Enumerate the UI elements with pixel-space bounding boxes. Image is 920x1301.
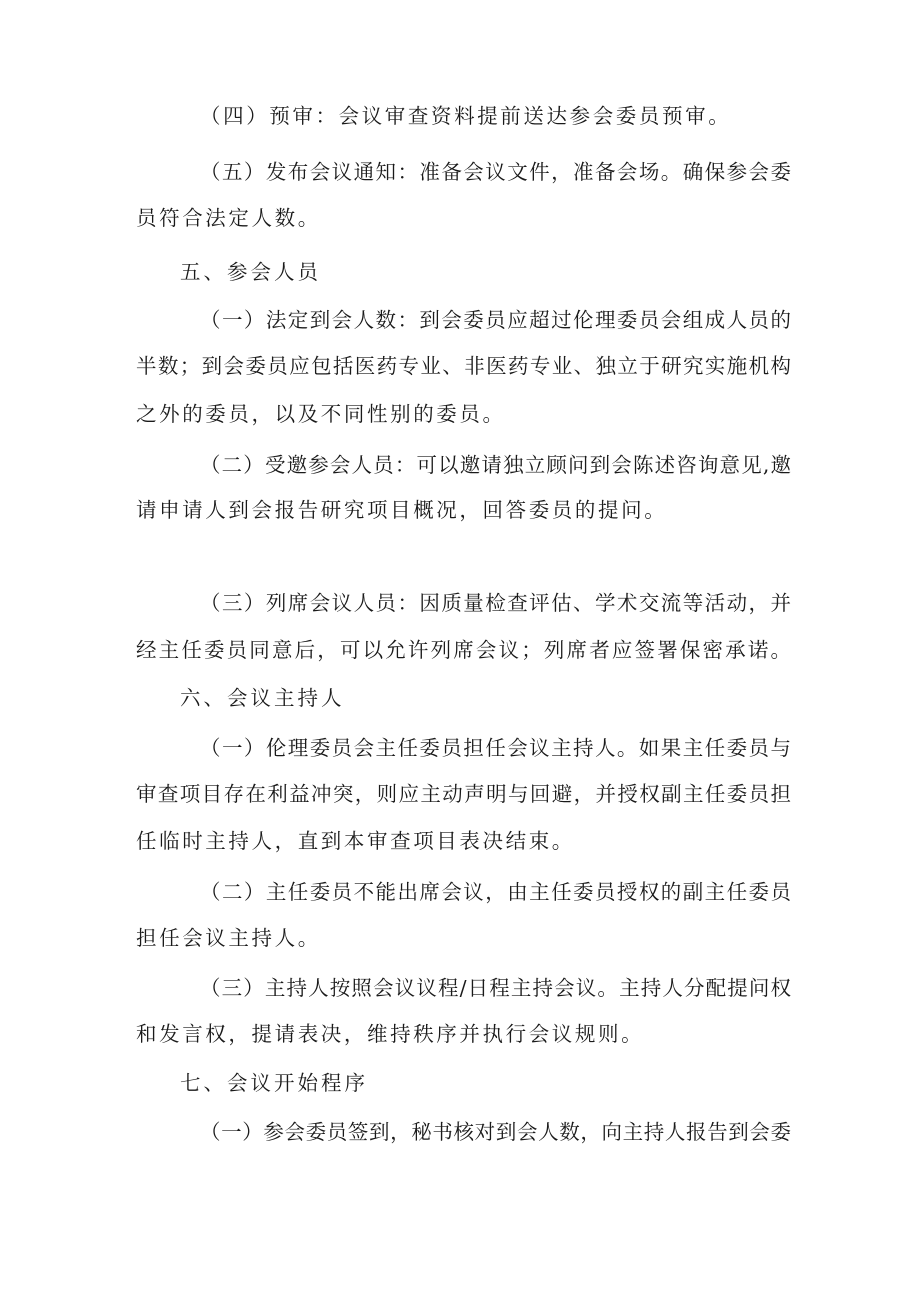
paragraph-line-chair-duties: （三）主持人按照会议议程/日程主持会议。主持人分配提问权 [200,976,791,1000]
paragraph-line-sign-in: （一）参会委员签到，秘书核对到会人数，向主持人报告到会委 [200,1120,791,1144]
section-heading-attendees: 五、参会人员 [180,260,321,284]
paragraph-line-chair-absent: （二）主任委员不能出席会议，由主任委员授权的副主任委员 [200,880,791,904]
paragraph-line-invited-cont: 请申请人到会报告研究项目概况，回答委员的提问。 [136,498,668,522]
paragraph-line-observers-cont: 经主任委员同意后，可以允许列席会议；列席者应签署保密承诺。 [136,638,791,662]
paragraph-line-chair-absent-cont: 担任会议主持人。 [136,926,321,950]
paragraph-line-invited: （二）受邀参会人员：可以邀请独立顾问到会陈述咨询意见,邀 [200,453,791,477]
section-heading-chair: 六、会议主持人 [180,686,345,710]
paragraph-line-observers: （三）列席会议人员：因质量检查评估、学术交流等活动，并 [200,591,791,615]
paragraph-line-meeting-notice: （五）发布会议通知：准备会议文件，准备会场。确保参会委 [200,160,791,184]
paragraph-line-chair-role-cont-1: 审查项目存在利益冲突，则应主动声明与回避，并授权副主任委员担 [136,782,791,806]
paragraph-line-quorum: （一）法定到会人数：到会委员应超过伦理委员会组成人员的 [200,308,791,332]
paragraph-line-chair-role: （一）伦理委员会主任委员担任会议主持人。如果主任委员与 [200,736,791,760]
paragraph-line-chair-role-cont-2: 任临时主持人，直到本审查项目表决结束。 [136,829,575,853]
paragraph-line-preliminary-review: （四）预审：会议审查资料提前送达参会委员预审。 [200,104,732,128]
paragraph-line-meeting-notice-cont: 员符合法定人数。 [136,206,321,230]
paragraph-line-quorum-cont-2: 之外的委员，以及不同性别的委员。 [136,402,506,426]
paragraph-line-chair-duties-cont: 和发言权，提请表决，维持秩序并执行会议规则。 [136,1022,645,1046]
paragraph-line-quorum-cont-1: 半数；到会委员应包括医药专业、非医药专业、独立于研究实施机构 [136,354,791,378]
section-heading-opening: 七、会议开始程序 [180,1071,368,1095]
